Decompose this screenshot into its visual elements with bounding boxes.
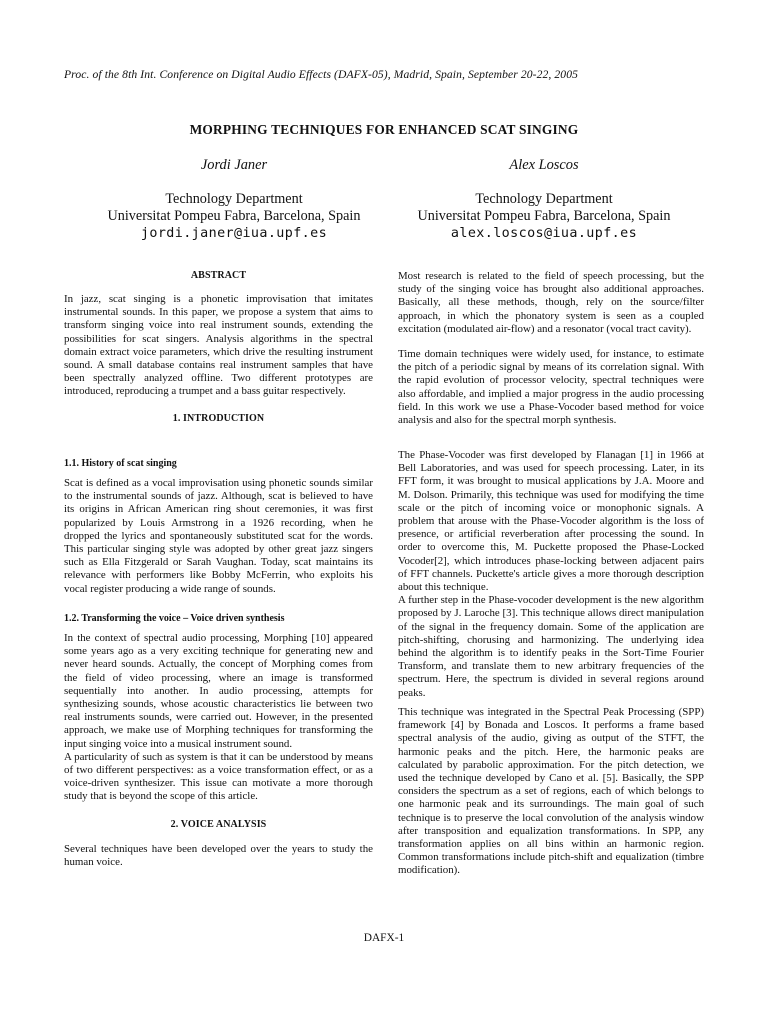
email-2: alex.loscos@iua.upf.es xyxy=(450,226,638,241)
institution-1: Universitat Pompeu Fabra, Barcelona, Spain xyxy=(107,208,361,224)
affiliation-1 xyxy=(64,191,404,242)
department-2: Technology Department xyxy=(475,191,613,207)
page-footer: DAFX-1 xyxy=(363,932,405,944)
subsection-1-1-paragraph: Scat is defined as a vocal improvisation using phonetic sounds similar to the instrumental sounds of jazz. Although, scat is believed to have its origins in African American ring shout ceremonies, it was first popularized by Louis Armstrong in a 1926 recording, when he dropped the lyrics and spontaneously substituted scat for the words. This particular singing style was adopted by other great jazz singers such as Ella Fitzgerald or Sarah Vaughan. Today, scat maintains its relevance with performers like Bobby McFerrin, who exploits his vocal register producing a wide range of sounds. xyxy=(64,477,373,595)
department-1: Technology Department xyxy=(165,191,303,207)
subsection-1-2-paragraph-2: A particularity of such as system is that it can be understood by means of two different perspectives: as a voice transformation effect, or as a voice-driven synthesizer. This issue can motivate a more thorough study that is beyond the scope of this article. xyxy=(64,750,373,803)
intro-heading: 1. INTRODUCTION xyxy=(172,413,265,424)
subsection-1-1-heading: 1.1. History of scat singing xyxy=(64,458,177,469)
conference-header: Proc. of the 8th Int. Conference on Digital Audio Effects (DAFX-05), Madrid, Spain, September 20-22, 2005 xyxy=(64,68,578,81)
voice-analysis-text xyxy=(64,843,373,869)
author-name-1: Jordi Janer xyxy=(200,157,268,173)
subsection-1-1-text xyxy=(64,477,373,596)
paper-title: MORPHING TECHNIQUES FOR ENHANCED SCAT SINGING xyxy=(189,122,579,137)
subsection-1-2-text xyxy=(64,632,373,804)
voice-analysis-heading: 2. VOICE ANALYSIS xyxy=(170,819,267,830)
abstract-paragraph: In jazz, scat singing is a phonetic improvisation that imitates instrumental sounds. In this paper, we propose a system that aims to transform singing voice into real instrument sounds, extending the possibilities for scat singers. Analysis algorithms in the spectral domain extract voice parameters, which drive the resulting instrument sound. A small database contains real instrument samples that have been spectrally analyzed offline. Two different prototypes are introduced, reproducing a trumpet and a bass guitar respectively. xyxy=(64,293,373,398)
right-paragraph-2 xyxy=(398,348,704,427)
right-paragraph-5-text: This technique was integrated in the Spectral Peak Processing (SPP) framework [4] by Bonada and Loscos. It performs a frame based spectral analysis of the audio, giving as output of the STFT, the harmonic peaks and the pitch. Here, the harmonic peaks are calculated by parabolic approximation. For the pitch detection, we used the technique developed by Cano et al. [5]. Basically, the SPP considers the spectrum as a set of regions, each of which belongs to one harmonic peak and its surroundings. The main goal of such technique is to preserve the local convolution of the analysis window after transposition and equalization transformations. In SPP, any transformation applies on all bins within an harmonic region. Common transformations include pitch-shift and equalization (timbre modification). xyxy=(398,706,704,877)
author-name-2: Alex Loscos xyxy=(509,157,579,173)
right-paragraph-1-text: Most research is related to the field of speech processing, but the study of the singing voice has brought also additional approaches. Basically, all these methods, though, rely on the source/filter approach, in which the phonatory system is seen as a coupled excitation (modulated air-flow) and a resonator (vocal tract cavity). xyxy=(398,270,704,335)
voice-analysis-paragraph: Several techniques have been developed over the years to study the human voice. xyxy=(64,843,373,869)
right-paragraph-1 xyxy=(398,270,704,336)
subsection-1-2-paragraph-1: In the context of spectral audio processing, Morphing [10] appeared some years ago as a very exciting technique for generating new and never heard sounds. Actually, the concept of Morphing comes from the field of video processing, where an image is transformed sequentially into another. In audio processing, attempts for synthesizing sounds, whose acoustic characteristics lie between two real instruments sounds, were carried out. However, in the presented approach, we make use of Morphing techniques for transforming the input singing voice into a musical instrument sound. xyxy=(64,632,373,750)
institution-2: Universitat Pompeu Fabra, Barcelona, Spain xyxy=(417,208,671,224)
subsection-1-2-heading: 1.2. Transforming the voice – Voice driven synthesis xyxy=(64,613,285,624)
right-paragraph-5 xyxy=(398,706,704,878)
abstract-heading: ABSTRACT xyxy=(190,270,247,281)
right-paragraph-2-text: Time domain techniques were widely used, for instance, to estimate the pitch of a periodic signal by means of its correlation signal. With the rapid evolution of processor velocity, spectral techniques were also affordable, and implied a major progress in the audio processing field. In this work we use a Phase-Vocoder based method for voice analysis and also for the spectral morph synthesis. xyxy=(398,348,704,427)
right-paragraph-4-text: A further step in the Phase-vocoder development is the new algorithm proposed by J. Laroche [3]. This technique allows direct manipulation of the signal in the frequency domain. Some of the application are pitch-shifting, chorusing and harmonizing. The underlying idea behind the algorithm is to identify peaks in the Sort-Time Fourier Transform, and translate them to new arbitrary frequencies of the spectrum. Here, the spectrum is divided in several regions around peaks. xyxy=(398,594,704,699)
abstract-text xyxy=(64,293,373,399)
right-paragraph-3 xyxy=(398,449,704,700)
email-1: jordi.janer@iua.upf.es xyxy=(140,226,328,241)
right-paragraph-3-text: The Phase-Vocoder was first developed by Flanagan [1] in 1966 at Bell Laboratories, and was used for speech processing. Later, in its FFT form, it was brought to musical applications by J.A. Moore and M. Dolson. Primarily, this technique was used for modifying the time scale or the pitch of incoming voice or monophonic signals. A problem that arouse with the Phase-Vocoder algorithm is the loss of presence, or artificial reverberation after processing the sound. In order to overcome this, M. Puckette proposed the Phase-Locked Vocoder[2], which introduces phase-locking between adjacent pairs of FFT channels. Puckette's article gives a more thorough description about this technique. xyxy=(398,449,704,594)
affiliation-2 xyxy=(374,191,714,242)
